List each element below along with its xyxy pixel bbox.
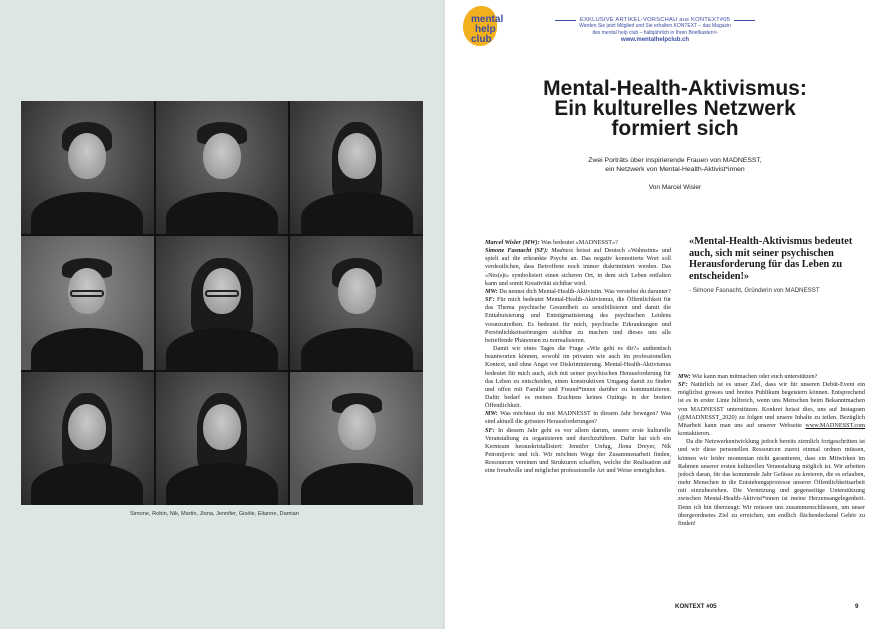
face-shape bbox=[68, 133, 106, 179]
question-1 bbox=[485, 239, 671, 247]
interview-column-2 bbox=[678, 373, 865, 528]
article-author: Von Marcel Wisler bbox=[648, 184, 702, 191]
title-line-1: Mental-Health-Aktivismus: bbox=[543, 77, 807, 100]
madness-word: Madness bbox=[548, 247, 574, 255]
glasses-shape bbox=[205, 290, 239, 297]
portrait-robin bbox=[156, 101, 289, 234]
article-title bbox=[515, 79, 835, 139]
mental-help-club-logo bbox=[463, 6, 515, 56]
answer-text: Für mich bedeutet Mental-Health-Aktivismus, die Öffentlichkeit für das Thema psychische Gesundheit zu sensibilisieren und damit die Enttabuisierung und Entstigmatisierung des psychischen Leidens voranzutreiben. Es bedeutet für mich, psychische Erkrankungen und Persönlichkeitsstörungen sichtbar zu machen und dieses uns alle betreffende Phänomen zu normalisieren. bbox=[485, 296, 671, 344]
logo-line-2: help bbox=[475, 24, 496, 35]
speaker: SF: bbox=[678, 381, 688, 389]
interview-column-1 bbox=[485, 239, 671, 476]
title-line-2: Ein kulturelles Netzwerk bbox=[554, 97, 796, 120]
torso-shape bbox=[301, 192, 413, 234]
answer-3 bbox=[485, 427, 671, 476]
glasses-shape bbox=[70, 290, 104, 297]
answer-text-end: kontaktieren. bbox=[678, 430, 711, 438]
answer-text: In diesem Jahr geht es vor allem darum, unsere erste kulturelle Veranstaltung zu organisieren und durchzuführen. Dafür hat sich ein Kernteam herauskristallisiert: Jennifer Unfug, Jlona Dreyer, Nik Petronijevic und ich. Wir möchten Wege der Zusammenarbeit finden, Ressourcen vereinen und Strukturen schaffen, welche die Realisation auf eine freudvolle und möglichst professionelle Art und Weise ermöglichen. bbox=[485, 426, 671, 475]
face-shape bbox=[338, 268, 376, 314]
portrait-simone bbox=[21, 101, 154, 234]
title-line-3: formiert sich bbox=[611, 117, 739, 140]
question-text: Was bedeutet «MADNESST»? bbox=[539, 239, 618, 246]
question-text: Was möchtest du mit MADNESST in diesem Jahr bewegen? Was sind aktuell die grössten Herausforderungen? bbox=[485, 410, 671, 426]
logo-line-1: mental bbox=[471, 14, 504, 25]
pull-quote bbox=[689, 236, 864, 294]
torso-shape bbox=[166, 192, 278, 234]
madnesst-website-link[interactable]: www.MADNESST.com bbox=[805, 421, 865, 429]
face-shape bbox=[338, 404, 376, 450]
portrait-jennifer bbox=[290, 236, 423, 369]
torso-shape bbox=[301, 463, 413, 505]
portrait-grid bbox=[21, 101, 423, 505]
torso-shape bbox=[31, 192, 143, 234]
article-subtitle bbox=[540, 156, 810, 174]
torso-shape bbox=[301, 328, 413, 370]
portrait-jlona bbox=[156, 236, 289, 369]
subtitle-line-2: ein Netzwerk von Mental-Health-Aktivist*innen bbox=[605, 166, 745, 173]
logo-line-3: club bbox=[471, 34, 492, 45]
torso-shape bbox=[31, 328, 143, 370]
rule-right bbox=[734, 20, 755, 21]
portrait-gisele bbox=[21, 372, 154, 505]
face-shape bbox=[338, 133, 376, 179]
subtitle-line-1: Zwei Porträts über inspirierende Frauen von MADNESST, bbox=[588, 157, 762, 164]
right-page bbox=[445, 0, 890, 629]
question-3 bbox=[485, 410, 671, 426]
speaker: MW: bbox=[678, 373, 691, 380]
question-2 bbox=[485, 288, 671, 296]
answer-text: Natürlich ist es unser Ziel, dass wir für unseren Debüt-Event ein möglichst grosses und breites Publikum begeistern können. Entsprechend ist es in erster Linie hilfreich, wenn uns Menschen beim Bekanntmachen von MADNESST unterstützen. Konkret heisst dies, uns auf Instagram (@MADNESST_2020) zu folgen und unsere Inhalte zu teilen. Bezüglich Mitarbeit kann man uns auf unserer Webseite bbox=[678, 381, 865, 429]
portrait-nik bbox=[290, 101, 423, 234]
portrait-elianne bbox=[156, 372, 289, 505]
answer-4-continued: Da die Netzwerkentwicklung jedoch bereits ziemlich fortgeschritten ist und wir diese personellen Ressourcen zuerst einmal ordnen müssen, können wir leider momentan nicht garantieren, dass ein Mitwirken im Rahmen unserer ersten kulturellen Veranstaltung möglich ist. Wir arbeiten jedoch daran, für das kommende Jahr Gefässe zu kreieren, die es erlauben, mehr Menschen in die Entstehungsprozesse unserer Öffentlichkeitsarbeit mit einzubeziehen. Die Vernetzung und gegenseitige Unterstützung zwischen Mental-Health-Aktivist*innen ist meine Herzensangelegenheit. Denn ich bin überzeugt: Wir müssen uns zusammenschliessen, um unser übergeordnetes Ziel zu erreichen, um endlich flächendeckend Gehör zu finden! bbox=[678, 438, 865, 527]
rule-left bbox=[555, 20, 576, 21]
torso-shape bbox=[166, 463, 278, 505]
answer-2-continued: Damit wir eines Tages die Frage «Wie geht es dir?» authentisch beantworten können, sowohl im privaten wie auch im professionellen Kontext, und ohne Angst vor Diskriminierung. Mental-Health-Aktivismus bedeutet für mich auch, sich mit seiner psychischen Herausforderung für das Leben zu entscheiden, einen konstruktiven Umgang damit zu finden und offen mit Familie und Freund*innen darüber zu kommunizieren. Dafür bedarf es meines Erachtens keines Outings in der breiten Öffentlichkeit. bbox=[485, 345, 671, 410]
answer-1 bbox=[485, 247, 671, 288]
speaker: SF: bbox=[485, 296, 495, 304]
face-shape bbox=[203, 133, 241, 179]
promo-heading-text: EXKLUSIVE ARTIKEL-VORSCHAU aus KONTEXT#05 bbox=[579, 17, 731, 23]
promo-line-1: Werden Sie jetzt Mitglied und Sie erhalten KONTEXT – das Magazin bbox=[579, 23, 731, 29]
promo-line-2: des mental help club – halbjährlich in Ihren Briefkasten!» bbox=[592, 29, 718, 36]
question-text: Du nennst dich Mental-Health-Aktivistin. Was verstehst du darunter? bbox=[497, 287, 671, 295]
portrait-damian bbox=[290, 372, 423, 505]
pull-quote-text: «Mental-Health-Aktivismus bedeutet auch, sich mit seiner psychischen Herausforderung für das Leben zu entscheiden!» bbox=[689, 236, 853, 283]
logo-text bbox=[471, 15, 503, 45]
promo-url-link[interactable]: www.mentalhelpclub.ch bbox=[620, 37, 690, 43]
face-shape bbox=[68, 404, 106, 450]
photo-caption: Simone, Robin, Nik, Martin, Jlona, Jennifer, Gisèle, Elianne, Damian bbox=[130, 511, 299, 517]
portrait-martin bbox=[21, 236, 154, 369]
page-number: 9 bbox=[855, 603, 859, 610]
speaker: MW: bbox=[485, 410, 498, 418]
torso-shape bbox=[31, 463, 143, 505]
question-4 bbox=[678, 373, 865, 381]
pull-quote-attribution: - Simone Fasnacht, Gründerin von MADNESST bbox=[689, 286, 820, 294]
footer-magazine: KONTEXT #05 bbox=[675, 603, 717, 610]
torso-shape bbox=[166, 328, 278, 370]
answer-2 bbox=[485, 296, 671, 345]
promo-box bbox=[555, 17, 755, 43]
question-text: Wie kann man mitmachen oder euch unterstützen? bbox=[690, 373, 818, 380]
speaker: Marcel Wisler (MW): bbox=[485, 239, 540, 246]
speaker: SF: bbox=[485, 426, 495, 434]
speaker: Simone Fasnacht (SF): bbox=[485, 247, 549, 255]
face-shape bbox=[203, 404, 241, 450]
speaker: MW: bbox=[485, 287, 498, 295]
answer-4 bbox=[678, 381, 865, 438]
answer-text: heisst auf Deutsch «Wahnsinn» und spielt auf die erkrankte Psyche an. Das negativ konnotierte Wort soll verdeutlichen, dass Betroffene noch immer diskriminiert werden. Das «Nes(s)t» symbolisiert einen sicheren Ort, in dem sich Leben entfalten kann und somit Kreativität sichtbar wird. bbox=[485, 247, 672, 287]
